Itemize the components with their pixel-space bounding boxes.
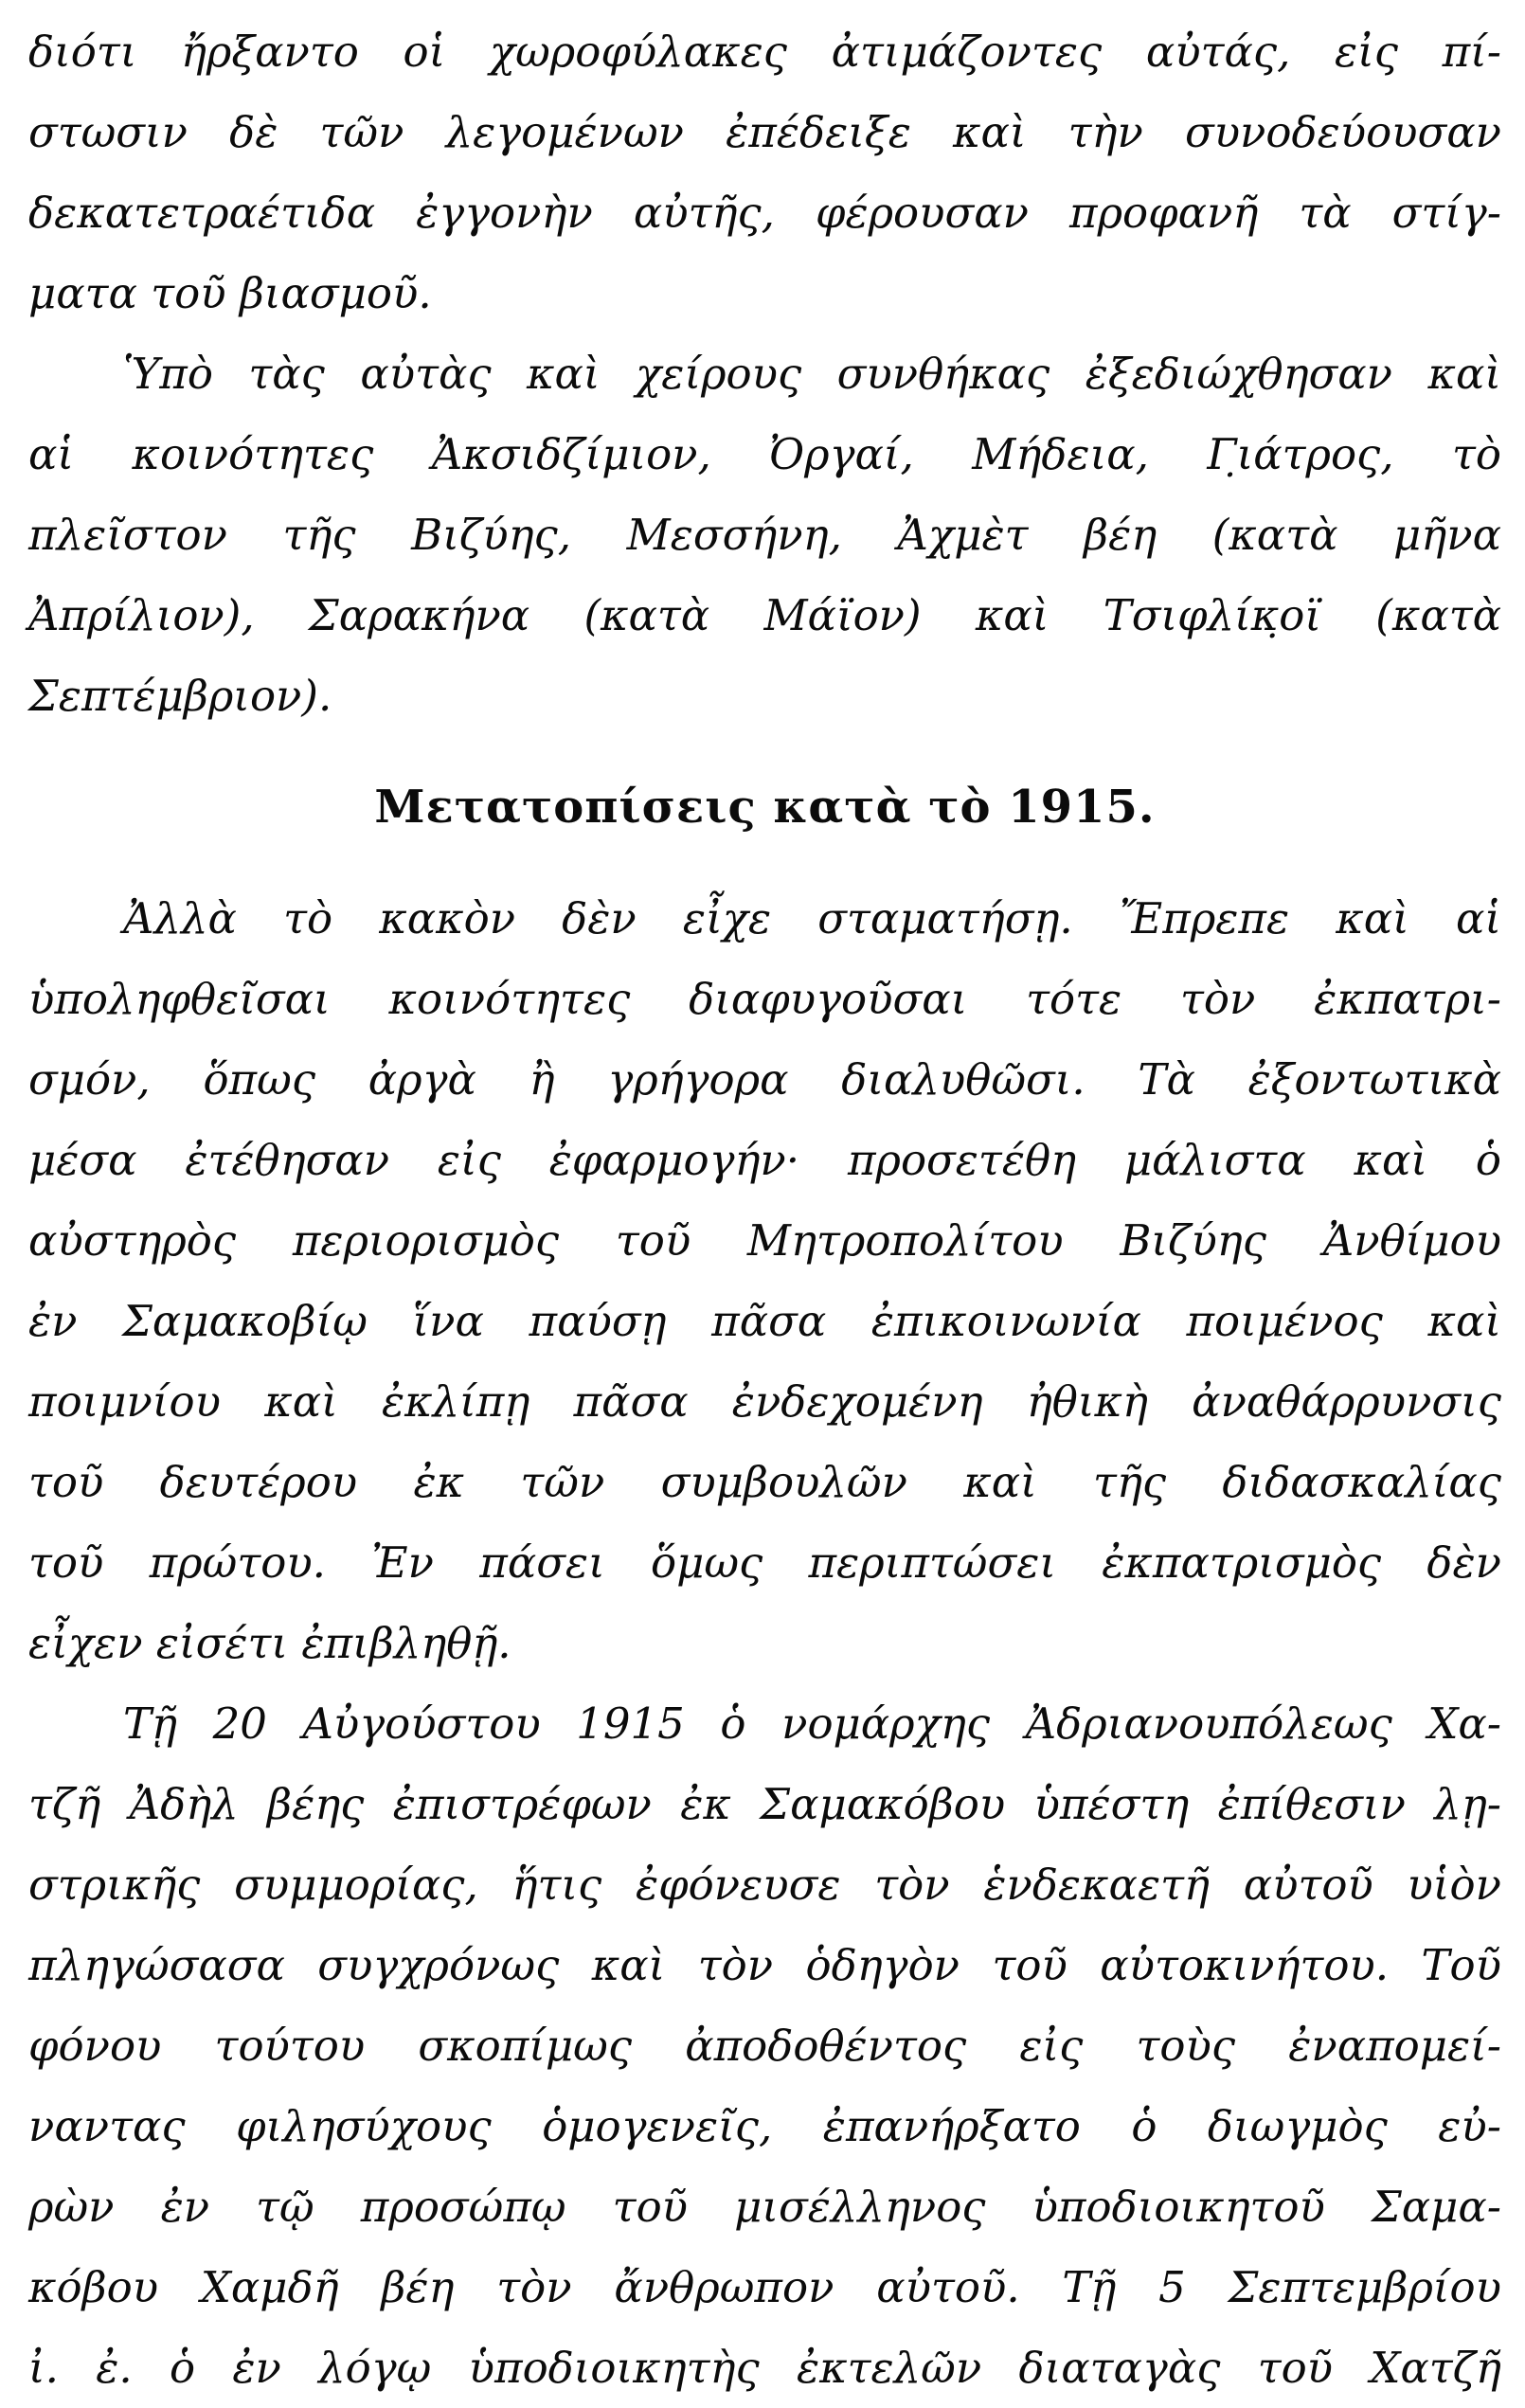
text-line: κόβου Χαμδῆ βέη τὸν ἄνθρωπον αὐτοῦ. Τῇ 5 Σεπτεμβρίου xyxy=(28,2262,1501,2312)
text-line: ἐν Σαμακοβίῳ ἵνα παύσῃ πᾶσα ἐπικοινωνία ποιμένος καὶ xyxy=(28,1296,1501,1346)
text-line: Σεπτέμβριον). xyxy=(28,671,332,721)
text-line: αὐστηρὸς περιορισμὸς τοῦ Μητροπολίτου Βιζύης Ἀνθίμου xyxy=(28,1215,1501,1266)
text-line: Ἀπρίλιον), Σαρακήνα (κατὰ Μάϊον) καὶ Τσιφλίκ̣οϊ (κατὰ xyxy=(28,590,1501,640)
text-line: στρικῆς συμμορίας, ἥτις ἐφόνευσε τὸν ἑνδεκαετῆ αὐτοῦ υἱὸν xyxy=(28,1860,1501,1910)
text-line: πλεῖστον τῆς Βιζύης, Μεσσήνη, Ἀχμὲτ βέη (κατὰ μῆνα xyxy=(28,510,1501,560)
text-line: τζῆ Ἀδὴλ βέης ἐπιστρέφων ἐκ Σαμακόβου ὑπέστη ἐπίθεσιν λῃ- xyxy=(28,1779,1501,1829)
text-line: ναντας φιλησύχους ὁμογενεῖς, ἐπανήρξατο ὁ διωγμὸς εὐ- xyxy=(28,2101,1501,2151)
text-line: τοῦ πρώτου. Ἐν πάσει ὅμως περιπτώσει ἐκπατρισμὸς δὲν xyxy=(28,1537,1501,1588)
text-line: τοῦ δευτέρου ἐκ τῶν συμβουλῶν καὶ τῆς διδασκαλίας xyxy=(28,1457,1501,1507)
text-line: διότι ἤρξαντο οἱ χωροφύλακες ἀτιμάζοντες αὐτάς, εἰς πί- xyxy=(28,27,1501,77)
text-line: ματα τοῦ βιασμοῦ. xyxy=(28,268,432,318)
text-line: δεκατετραέτιδα ἐγγονὴν αὐτῆς, φέρουσαν προφανῆ τὰ στίγ- xyxy=(28,188,1501,238)
text-line: στωσιν δὲ τῶν λεγομένων ἐπέδειξε καὶ τὴν συνοδεύουσαν xyxy=(28,107,1501,157)
text-line: φόνου τούτου σκοπίμως ἀποδοθέντος εἰς τοὺς ἐναπομεί- xyxy=(28,2021,1501,2071)
text-line: Ἀλλὰ τὸ κακὸν δὲν εἶχε σταματήσῃ. Ἔπρεπε καὶ αἱ xyxy=(123,893,1501,943)
paragraph-2 xyxy=(28,333,1501,736)
paragraph-4 xyxy=(28,1683,1501,2408)
text-line: Τῇ 20 Αὐγούστου 1915 ὁ νομάρχης Ἀδριανουπόλεως Χα- xyxy=(123,1698,1501,1749)
text-line: ἰ. ἐ. ὁ ἐν λόγῳ ὑποδιοικητὴς ἐκτελῶν διαταγὰς τοῦ Χατζῆ xyxy=(28,2343,1501,2393)
text-line: Ὑπὸ τὰς αὐτὰς καὶ χείρους συνθήκας ἐξεδιώχθησαν καὶ xyxy=(123,349,1501,399)
document-page xyxy=(28,11,1501,2393)
paragraph-3 xyxy=(28,878,1501,1683)
text-line: αἱ κοινότητες Ἀκσιδζίμιον, Ὀργαί, Μήδεια, Γ̣ιάτρος, τὸ xyxy=(28,429,1501,479)
text-line: μέσα ἐτέθησαν εἰς ἐφαρμογήν· προσετέθη μάλιστα καὶ ὁ xyxy=(28,1135,1501,1185)
text-line: εἶχεν εἰσέτι ἐπιβληθῇ. xyxy=(28,1618,511,1668)
paragraph-1 xyxy=(28,11,1501,333)
text-line: ρὼν ἐν τῷ προσώπῳ τοῦ μισέλληνος ὑποδιοικητοῦ Σαμα- xyxy=(28,2182,1501,2232)
section-heading: Μετατοπίσεις κατὰ τὸ 1915. xyxy=(374,781,1156,834)
text-line: σμόν, ὅπως ἀργὰ ἢ γρήγορα διαλυθῶσι. Τὰ ἐξοντωτικὰ xyxy=(28,1054,1501,1105)
text-line: πληγώσασα συγχρόνως καὶ τὸν ὁδηγὸν τοῦ αὐτοκινήτου. Τοῦ xyxy=(28,1940,1501,1990)
text-line: ὑποληφθεῖσαι κοινότητες διαφυγοῦσαι τότε τὸν ἐκπατρι- xyxy=(28,974,1501,1024)
text-line: ποιμνίου καὶ ἐκλίπῃ πᾶσα ἐνδεχομένη ἠθικὴ ἀναθάρρυνσις xyxy=(28,1376,1501,1427)
